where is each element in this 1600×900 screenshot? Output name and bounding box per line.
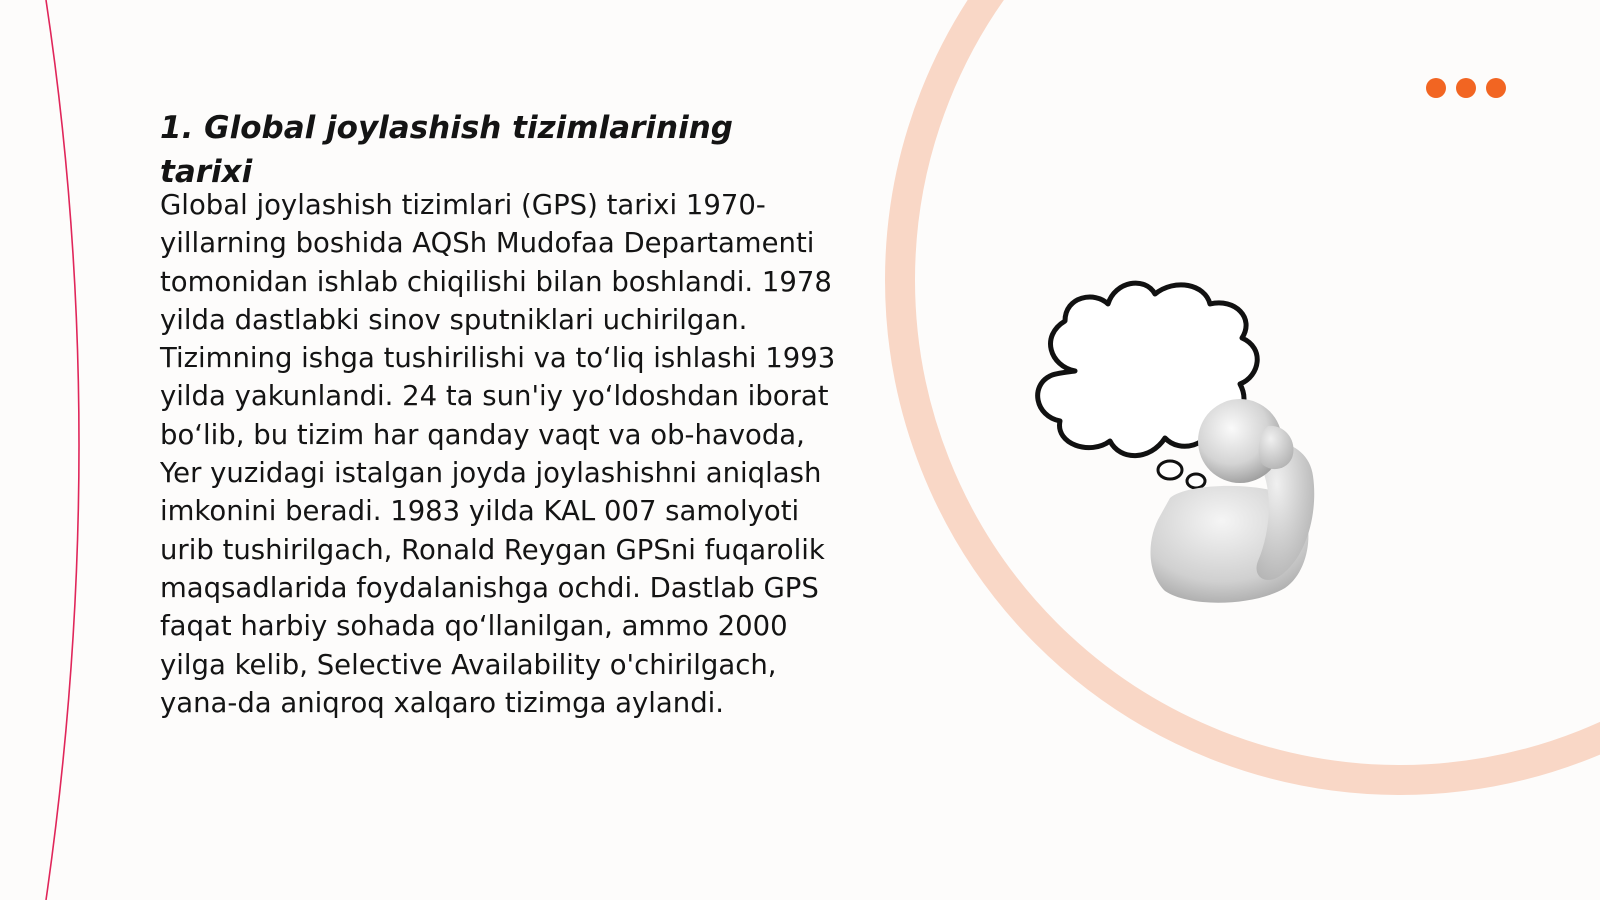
thinking-person-icon (1030, 276, 1350, 616)
slide-title: 1. Global joylashish tizimlarining tarixi (160, 110, 734, 190)
dot (1456, 78, 1476, 98)
dot (1426, 78, 1446, 98)
dot (1486, 78, 1506, 98)
left-accent-line (46, 0, 79, 900)
slide-body-text: Global joylashish tizimlari (GPS) tarixi 1970-yillarning boshida AQSh Mudofaa Departamenti tomonidan ishlab chiqilishi bilan boshlandi. 1978 yilda dastlabki sinov sputniklari uchirilgan. Tizimning ishga tushirilishi va to‘liq ishlashi 1993 yilda yakunlandi. 24 ta sun'iy yo‘ldoshdan iborat bo‘lib, bu tizim har qanday vaqt va ob-havoda, Yer yuzidagi istalgan joyda joylashishni aniqlash imkonini beradi. 1983 yilda KAL 007 samolyoti urib tushirilgach, Ronald Reygan GPSni fuqarolik maqsadlarida foydalanishga ochdi. Dastlab GPS faqat harbiy sohada qo‘llanilgan, ammo 2000 yilga kelib, Selective Availability o'chirilgach, yana-da aniqroq xalqaro tizimga aylandi. (160, 189, 836, 719)
more-dots-icon (1426, 78, 1506, 98)
